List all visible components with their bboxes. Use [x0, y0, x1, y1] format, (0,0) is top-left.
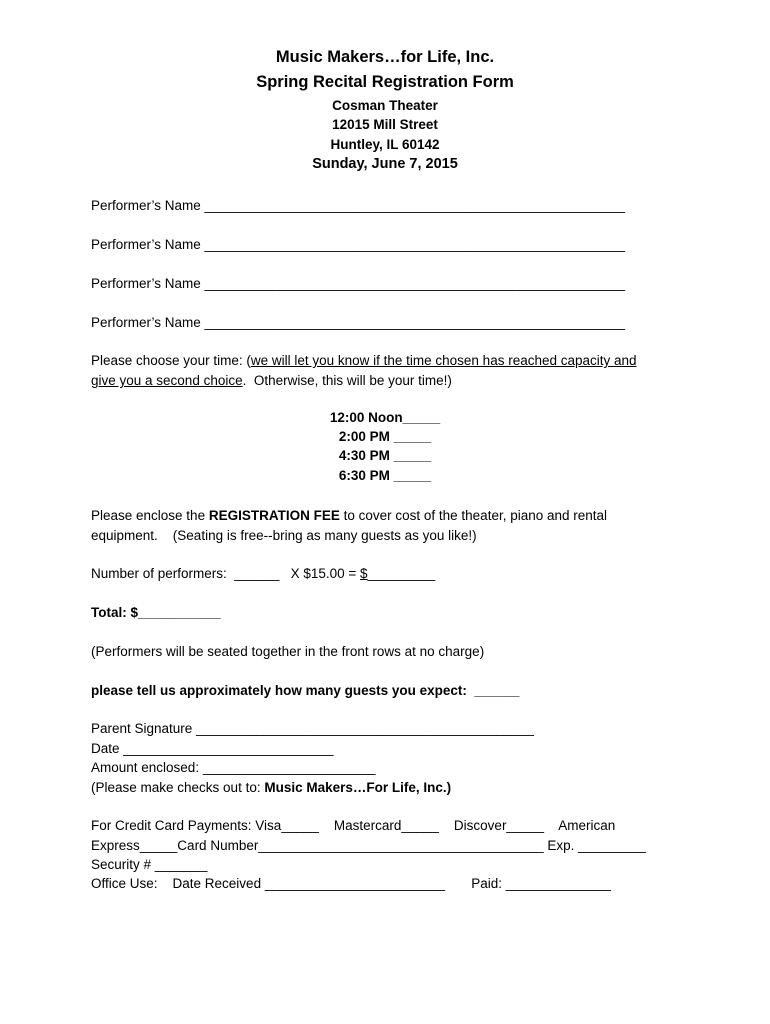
time-choice-note-1: we will let you know if the time chosen has reached capacity and: [250, 353, 637, 368]
time-choice-lead: Please choose your time: (: [91, 353, 251, 368]
credit-card-number[interactable]: Express_____Card Number______________________________________ Exp. _________: [91, 838, 646, 853]
parent-signature-field[interactable]: Parent Signature _____________________________________________: [91, 721, 534, 736]
time-choice-note-2: give you a second choice: [91, 373, 243, 388]
seating-note: (Performers will be seated together in the front rows at no charge): [91, 644, 485, 659]
performer-count-calc[interactable]: [91, 564, 435, 584]
venue-street: 12015 Mill Street: [332, 117, 438, 132]
time-option-430pm[interactable]: 4:30 PM _____: [338, 448, 432, 463]
security-code-field[interactable]: Security # _______: [91, 857, 208, 872]
office-use-row: Office Use: Date Received ________________________ Paid: ______________: [91, 876, 611, 891]
guest-count-field[interactable]: please tell us approximately how many guests you expect: ______: [91, 683, 520, 698]
calc-dollar: $: [360, 566, 368, 581]
performer-name-field-3[interactable]: Performer’s Name ________________________________________________________: [91, 276, 625, 291]
fee-lead: Please enclose the: [91, 508, 209, 523]
form-title: Spring Recital Registration Form: [256, 73, 514, 91]
signature-date-field[interactable]: Date ____________________________: [91, 741, 334, 756]
fee-instructions-cont: equipment. (Seating is free--bring as many guests as you like!): [91, 528, 477, 543]
performer-name-field-1[interactable]: Performer’s Name ________________________________________________________: [91, 198, 625, 213]
fee-instructions: [91, 506, 607, 526]
time-choice-instructions-cont: [91, 371, 452, 391]
calc-blank[interactable]: _________: [367, 566, 436, 581]
total-field[interactable]: Total: $___________: [91, 605, 221, 620]
fee-tail: to cover cost of the theater, piano and rental: [339, 508, 608, 523]
venue-name: Cosman Theater: [332, 98, 438, 113]
calc-lead: Number of performers: ______ X $15.00 =: [91, 566, 361, 581]
checks-lead: (Please make checks out to:: [91, 780, 265, 795]
time-choice-tail: . Otherwise, this will be your time!): [242, 373, 452, 388]
venue-city: Huntley, IL 60142: [330, 137, 440, 152]
amount-enclosed-field[interactable]: Amount enclosed: _______________________: [91, 760, 376, 775]
time-option-630pm[interactable]: 6:30 PM _____: [338, 468, 432, 483]
time-choice-instructions: [91, 351, 637, 371]
checks-payee: Music Makers…For Life, Inc.): [264, 780, 452, 795]
org-title: Music Makers…for Life, Inc.: [275, 48, 495, 66]
time-option-2pm[interactable]: 2:00 PM _____: [338, 429, 432, 444]
fee-emphasis: REGISTRATION FEE: [208, 508, 340, 523]
performer-name-field-2[interactable]: Performer’s Name ________________________________________________________: [91, 237, 625, 252]
credit-card-types[interactable]: For Credit Card Payments: Visa_____ Mastercard_____ Discover_____ American: [91, 818, 616, 833]
recital-date: Sunday, June 7, 2015: [312, 156, 458, 172]
time-option-noon[interactable]: 12:00 Noon_____: [329, 410, 441, 425]
performer-name-field-4[interactable]: Performer’s Name ________________________________________________________: [91, 315, 625, 330]
checks-payable-note: [91, 778, 451, 798]
